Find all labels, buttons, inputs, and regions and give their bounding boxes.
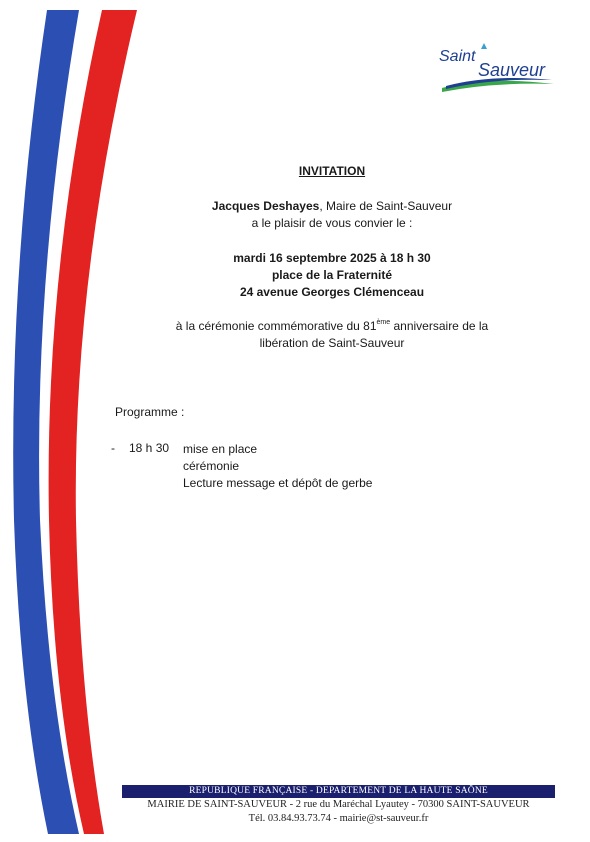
purpose-line-2: libération de Saint-Sauveur — [259, 336, 405, 350]
programme-item: Lecture message et dépôt de gerbe — [183, 476, 373, 490]
purpose-line-1 — [150, 318, 514, 335]
footer-address: MAIRIE DE SAINT-SAUVEUR - 2 rue du Maréchal Lyautey - 70300 SAINT-SAUVEUR — [147, 799, 530, 810]
programme-items — [183, 441, 372, 492]
letterhead-footer — [122, 785, 555, 826]
logo-word-sauveur: Sauveur — [478, 60, 546, 80]
programme-bullet-dash: - — [111, 441, 115, 455]
footer-contact: Tél. 03.84.93.73.74 - mairie@st-sauveur.fr — [248, 813, 429, 824]
invitation-title: INVITATION — [298, 164, 366, 178]
purpose-text-end: anniversaire de la — [390, 319, 489, 333]
inviter-block — [150, 198, 514, 232]
red-stripe — [49, 10, 137, 834]
event-date-time: mardi 16 septembre 2025 à 18 h 30 — [233, 251, 431, 265]
saint-sauveur-logo — [432, 40, 562, 100]
event-place: place de la Fraternité — [271, 268, 393, 282]
intro-line: a le plaisir de vous convier le : — [251, 216, 413, 230]
purpose-ordinal-suffix: ème — [376, 319, 391, 326]
inviter-line — [150, 198, 514, 215]
programme-item: mise en place — [183, 442, 258, 456]
ceremony-purpose — [150, 318, 514, 352]
logo-word-saint: Saint — [439, 48, 476, 65]
inviter-name: Jacques Deshayes — [211, 199, 320, 213]
purpose-text-start: à la cérémonie commémorative du 81 — [175, 319, 377, 333]
event-address: 24 avenue Georges Clémenceau — [239, 285, 425, 299]
programme-heading: Programme : — [115, 405, 185, 419]
inviter-role: , Maire de Saint-Sauveur — [319, 199, 453, 213]
programme-item: cérémonie — [183, 459, 240, 473]
programme-time: 18 h 30 — [129, 441, 170, 455]
footer-republic-band: REPUBLIQUE FRANÇAISE - DEPARTEMENT DE LA HAUTE SAÔNE — [122, 785, 555, 798]
event-details — [150, 250, 514, 301]
